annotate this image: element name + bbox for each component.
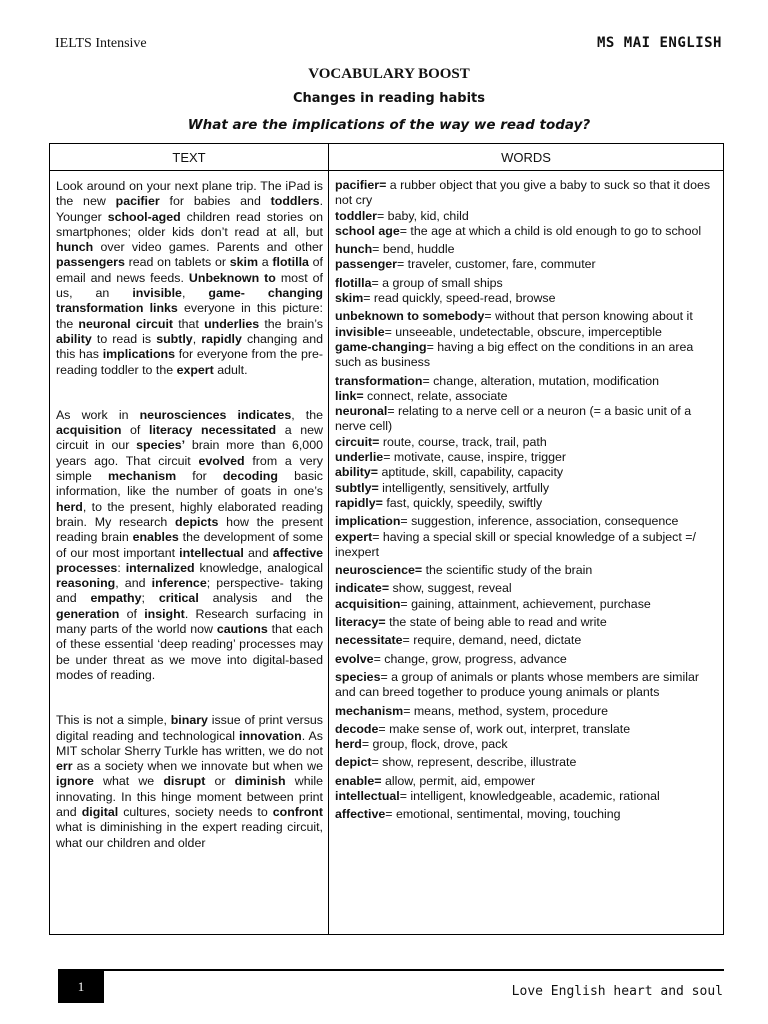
glossary-term: affective [335,807,386,822]
passage-text: that [173,316,205,331]
vocabulary-word: ability [56,331,92,346]
glossary-definition: = without that person knowing about it [484,309,693,324]
vocabulary-word: digital [81,804,119,819]
glossary-entry [335,652,717,667]
glossary-definition: = require, demand, need, dictate [402,633,582,648]
passage-text: As work in [56,407,140,422]
vocabulary-word: generation [56,606,120,621]
glossary-entry [335,581,717,596]
table-row [50,171,724,935]
glossary-list [329,171,723,934]
glossary-entry [335,404,717,435]
passage-text: basic information, like the number of goats in one’s [56,469,323,499]
glossary-term: decode [335,721,379,736]
vocabulary-word: implications [102,347,175,362]
passage-text: read on tablets or [124,255,230,270]
glossary-term: passenger [335,257,397,272]
glossary-definition: = change, grow, progress, advance [373,651,567,666]
glossary-definition: show, suggest, reveal [389,581,512,596]
glossary-term: enable= [335,773,382,788]
vocabulary-word: confront [272,804,323,819]
glossary-term: literacy= [335,615,386,630]
glossary-definition: = make sense of, work out, interpret, translate [378,721,631,736]
passage-text: cultures, society needs to [118,804,273,819]
glossary-group [335,581,717,612]
glossary-definition: = group, flock, drove, pack [361,737,508,752]
glossary-term: circuit= [335,434,380,449]
passage-text: while innovating. In this hinge moment between print and [56,774,324,819]
passage-text: a [258,255,273,270]
glossary-definition: intelligently, sensitively, artfully [378,480,550,495]
glossary-group [335,774,717,805]
passage-text: of [119,606,145,621]
vocabulary-word: mechanism [107,469,177,484]
vocabulary-word: passengers [56,255,125,270]
passage-text: or [205,774,235,789]
glossary-entry [335,276,717,291]
glossary-entry [335,291,717,306]
glossary-definition: allow, permit, aid, empower [381,773,536,788]
vocabulary-word: expert [176,362,214,377]
glossary-definition: = gaining, attainment, achievement, purchase [400,596,651,611]
glossary-term: game-changing [335,339,427,354]
glossary-term: underlie [335,450,384,465]
vocabulary-word: evolved [198,453,245,468]
passage-paragraph [56,408,323,683]
passage-paragraph [56,179,323,378]
passage-text: that each of these essential ‘deep reading’ processes may be under threat as we move into digital-based modes of reading. [56,622,323,682]
column-header-words: WORDS [329,144,724,171]
vocabulary-word: herd [56,499,83,514]
vocabulary-word: affective [272,545,324,560]
glossary-entry [335,374,717,389]
passage-text: for babies and [159,194,271,209]
vocabulary-word: insight [144,606,185,621]
glossary-definition: = a group of animals or plants whose members are similar and can breed together to produce young animals or plants [335,669,699,700]
glossary-term: herd [335,737,362,752]
guiding-question: What are the implications of the way we read today? [187,117,591,133]
glossary-definition: = unseeable, undetectable, obscure, imperceptible [384,324,662,339]
glossary-term: evolve [335,651,374,666]
vocabulary-word: subtly [156,331,193,346]
vocabulary-word: reasoning [56,576,116,591]
vocabulary-word: toddlers [270,194,320,209]
glossary-entry [335,435,717,450]
vocabulary-word: binary [170,713,208,728]
passage-text: to read is [91,331,157,346]
glossary-entry [335,789,717,804]
vocabulary-word: enables [132,530,179,545]
glossary-entry [335,704,717,719]
glossary-entry [335,774,717,789]
glossary-entry [335,257,717,272]
vocabulary-table [49,143,724,935]
glossary-group [335,722,717,753]
passage-text: for everyone from the pre-reading toddler to the [56,347,323,377]
glossary-group [335,178,717,239]
glossary-term: ability= [335,465,379,480]
passage-text: the development of some of our most important [56,530,323,560]
vocabulary-word: empathy [90,591,142,606]
column-header-text: TEXT [50,144,329,171]
glossary-group [335,652,717,667]
glossary-definition: route, course, track, trail, path [379,434,547,449]
vocabulary-word: literacy necessitated [149,423,277,438]
page-subtitle: Changes in reading habits [292,91,486,106]
glossary-term: rapidly= [335,495,383,510]
passage-text: This is not a simple, [56,713,171,728]
glossary-definition: = the age at which a child is old enough to go to school [399,223,702,238]
glossary-group [335,563,717,578]
glossary-group [335,276,717,307]
passage-text: for [176,469,223,484]
passage-text: children read stories on smartphones; older kids don’t read at all, but [56,209,323,239]
table-header-row [50,144,724,171]
glossary-definition: = traveler, customer, fare, commuter [396,257,596,272]
passage-paragraph [56,713,323,851]
passage-text: a new circuit in our [56,423,323,453]
passage-text: and [243,545,273,560]
passage-text: , the [291,407,323,422]
glossary-definition: aptitude, skill, capability, capacity [378,465,564,480]
glossary-group [335,755,717,770]
passage-text: adult. [213,362,248,377]
passage-text: , and [115,576,152,591]
passage-text: analysis and the [198,591,323,606]
glossary-entry [335,496,717,511]
glossary-term: expert [335,529,373,544]
glossary-group [335,374,717,512]
passage-text: most of us, an [56,270,323,301]
glossary-definition: = show, represent, describe, illustrate [371,755,577,770]
glossary-entry [335,755,717,770]
vocabulary-word: school-aged [107,209,181,224]
vocabulary-word: Unbeknown to [188,270,276,285]
glossary-entry [335,450,717,465]
glossary-term: depict [335,755,372,770]
footer-divider [58,969,724,971]
header-author: MS MAI ENGLISH [596,35,722,51]
passage-text: what we [93,774,164,789]
glossary-term: necessitate [335,633,403,648]
glossary-term: neuronal [335,404,388,419]
vocabulary-word: neurosciences indicates [139,407,292,422]
vocabulary-word: critical [158,591,199,606]
glossary-entry [335,242,717,257]
glossary-definition: = means, method, system, procedure [403,703,609,718]
glossary-group [335,633,717,648]
glossary-term: invisible [335,324,385,339]
glossary-term: intellectual [335,788,400,803]
glossary-term: skim [335,291,364,306]
vocabulary-word: species’ [136,438,186,453]
glossary-entry [335,807,717,822]
glossary-definition: = a group of small ships [371,275,503,290]
glossary-term: subtly= [335,480,379,495]
vocabulary-word: innovation [239,728,302,743]
glossary-definition: = relating to a nerve cell or a neuron (= a basic unit of a nerve cell) [335,404,692,434]
passage-text: from a very simple [56,453,323,484]
glossary-definition: = having a big effect on the conditions in an area such as business [335,339,694,370]
glossary-entry [335,465,717,480]
glossary-group [335,807,717,822]
vocabulary-word: diminish [234,774,286,789]
glossary-group [335,309,717,370]
page-title: VOCABULARY BOOST [308,66,470,82]
passage-text: as a society when we innovate but when we [72,759,323,774]
glossary-term: neuroscience= [335,563,423,578]
glossary-entry [335,224,717,239]
glossary-definition: = change, alteration, mutation, modification [422,373,660,388]
glossary-definition: = intelligent, knowledgeable, academic, rational [399,788,660,803]
glossary-term: acquisition [335,596,401,611]
glossary-entry [335,563,717,578]
glossary-definition: = suggestion, inference, association, consequence [400,514,679,529]
glossary-definition: = having a special skill or special knowledge of a subject =/ inexpert [335,529,696,559]
passage-text: ; perspective- taking and [56,576,323,606]
vocabulary-word: inference [151,576,207,591]
passage-text: issue of print versus digital reading and technological [56,713,323,743]
vocabulary-word: game- changing [208,286,324,301]
glossary-entry [335,597,717,612]
vocabulary-word: processes [56,560,118,575]
glossary-group [335,615,717,630]
glossary-definition: = bend, huddle [372,242,455,257]
passage-text: how the present reading brain [56,514,323,545]
glossary-term: school age [335,223,400,238]
vocabulary-word: hunch [56,240,94,255]
glossary-entry [335,514,717,529]
glossary-entry [335,670,717,701]
glossary-entry [335,481,717,496]
page-number: 1 [58,971,104,1003]
glossary-entry [335,633,717,648]
glossary-entry [335,615,717,630]
passage-text: Look around on your next plane trip. The iPad is the new [56,179,323,209]
passage-text: of [121,423,149,438]
glossary-term: indicate= [335,581,390,596]
passage-text: what is diminishing in the expert reading circuit, what our children and older [56,820,323,850]
glossary-definition: fast, quickly, speedily, swiftly [382,495,543,510]
vocabulary-word: underlies [204,316,260,331]
vocabulary-word: cautions [216,622,268,637]
glossary-definition: = motivate, cause, inspire, trigger [383,450,567,465]
vocabulary-word: pacifier [115,194,160,209]
passage-text: everyone in this picture: the [56,301,323,331]
glossary-term: implication [335,514,401,529]
glossary-definition: = baby, kid, child [377,208,469,223]
words-column-cell [329,171,724,935]
glossary-entry [335,178,717,209]
passage-text: . Younger [56,194,324,224]
glossary-term: hunch [335,242,373,257]
passage-text: . Research surfacing in many parts of the world now [56,606,323,637]
passage-text: : [117,560,126,575]
glossary-term: link= [335,388,364,403]
glossary-group [335,242,717,273]
vocabulary-word: intellectual [179,545,244,560]
passage-text: , [192,331,202,346]
glossary-group [335,670,717,701]
header-course-name: IELTS Intensive [55,36,147,51]
vocabulary-word: internalized [125,560,195,575]
vocabulary-word: err [56,759,73,774]
glossary-term: species [335,669,381,684]
glossary-entry [335,309,717,324]
reading-passage [50,171,328,934]
glossary-definition: connect, relate, associate [363,388,508,403]
vocabulary-word: acquisition [56,423,122,438]
glossary-entry [335,209,717,224]
glossary-group [335,704,717,719]
vocabulary-word: rapidly [201,331,242,346]
glossary-definition: a rubber object that you give a baby to suck so that it does not cry [335,178,711,208]
passage-text: of email and news feeds. [56,255,323,285]
glossary-entry [335,340,717,371]
glossary-entry [335,325,717,340]
text-column-cell [50,171,329,935]
footer-tagline: Love English heart and soul [511,984,723,999]
passage-text: , [181,286,209,301]
passage-text: knowledge, analogical [194,560,323,575]
vocabulary-word: disrupt [163,774,206,789]
glossary-group [335,514,717,560]
glossary-term: toddler [335,208,377,223]
glossary-entry [335,737,717,752]
passage-text: brain more than 6,000 years ago. That circuit [56,438,323,468]
vocabulary-word: transformation links [56,301,178,316]
vocabulary-word: neuronal circuit [78,316,174,331]
glossary-entry [335,389,717,404]
glossary-term: transformation [335,373,423,388]
glossary-definition: the state of being able to read and write [385,615,607,630]
passage-text: changing and this has [56,331,323,362]
vocabulary-word: skim [229,255,259,270]
glossary-definition: the scientific study of the brain [422,563,593,578]
vocabulary-word: flotilla [272,255,309,270]
glossary-definition: = read quickly, speed-read, browse [363,291,556,306]
passage-text: the brain’s [259,316,323,331]
passage-text: over video games. Parents and other [93,240,323,255]
vocabulary-word: decoding [222,469,278,484]
vocabulary-word: ignore [56,774,94,789]
glossary-term: pacifier= [335,178,387,192]
glossary-term: flotilla [335,275,372,290]
glossary-entry [335,530,717,561]
passage-text: . As MIT scholar Sherry Turkle has written, we do not [56,728,323,758]
glossary-entry [335,722,717,737]
vocabulary-word: depicts [175,514,219,529]
passage-text: ; [141,591,159,606]
glossary-term: unbeknown to somebody [335,309,485,324]
passage-text: , to the present, highly elaborated reading brain. My research [56,499,323,529]
glossary-definition: = emotional, sentimental, moving, touching [385,807,621,822]
vocabulary-word: invisible [132,286,182,301]
glossary-term: mechanism [335,703,404,718]
